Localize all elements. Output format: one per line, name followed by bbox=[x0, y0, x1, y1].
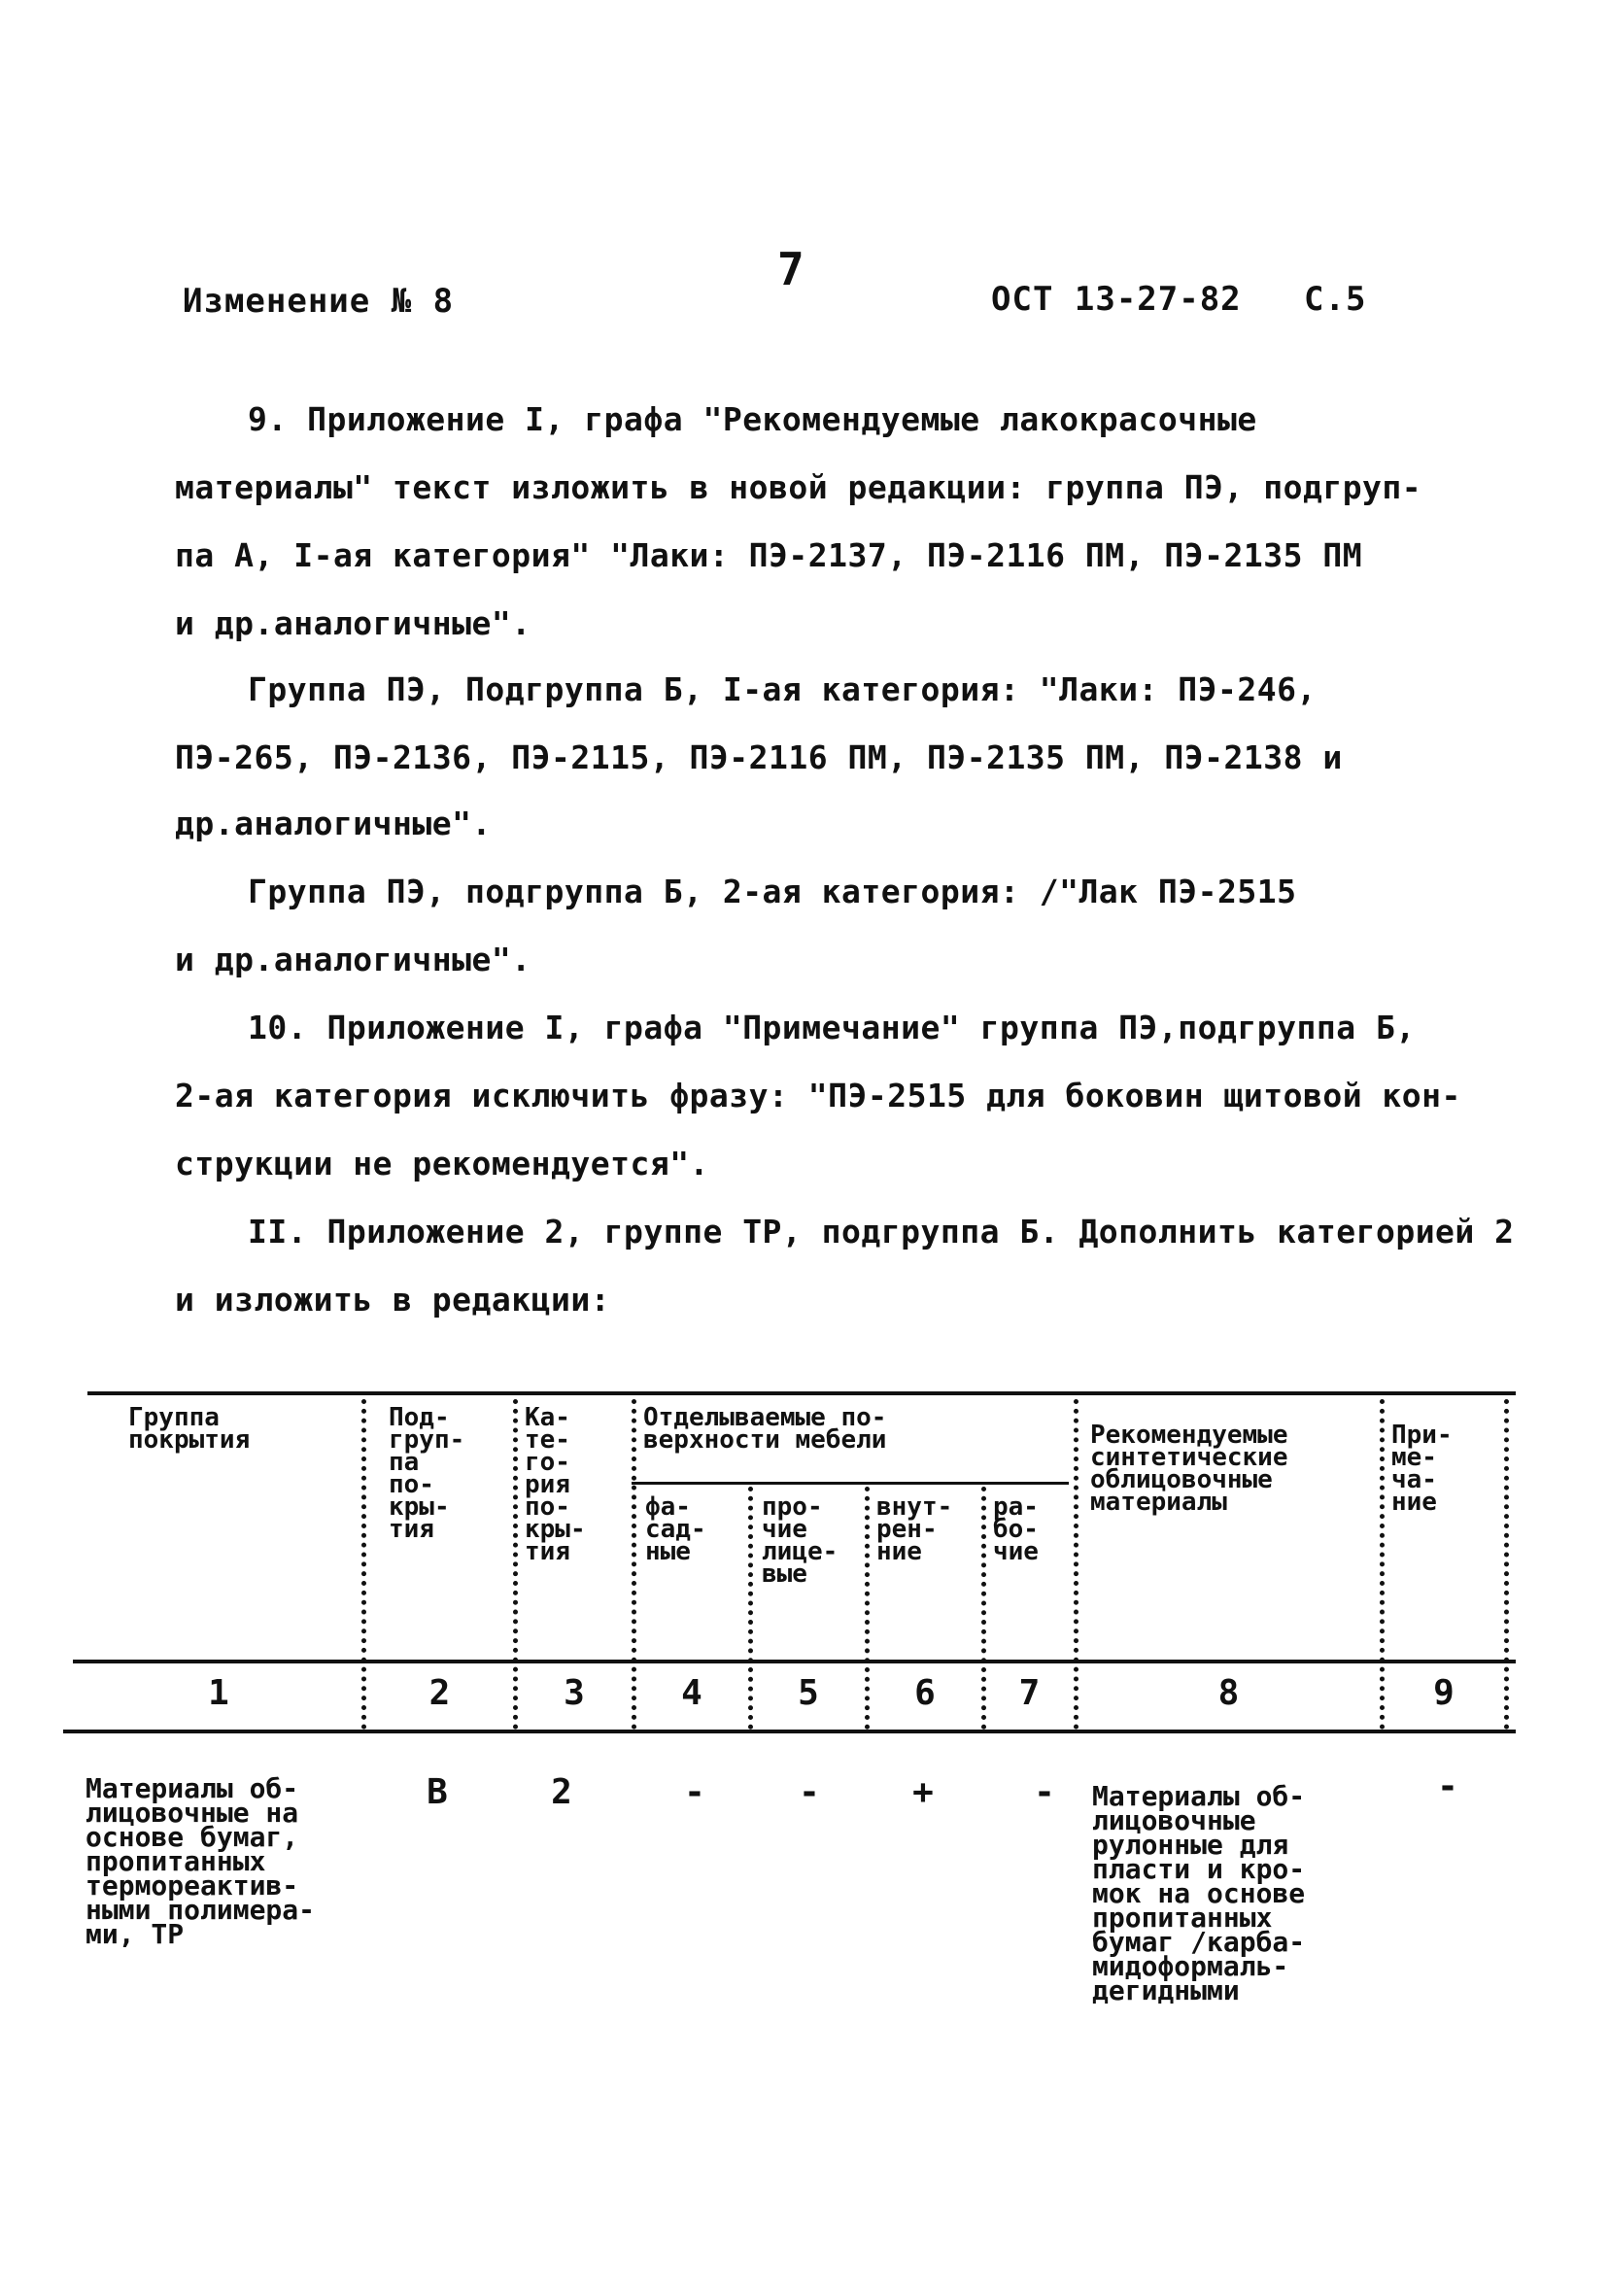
body-line: и др.аналогичные". bbox=[175, 604, 531, 642]
body-line: Группа ПЭ, Подгруппа Б, I-ая категория: "Лаки: ПЭ-246, bbox=[248, 670, 1317, 708]
body-line: Группа ПЭ, подгруппа Б, 2-ая категория: /"Лак ПЭ-2515 bbox=[248, 873, 1297, 910]
column-separator bbox=[1380, 1399, 1385, 1730]
row-internal: + bbox=[912, 1772, 934, 1812]
table-top-rule bbox=[87, 1391, 1516, 1395]
column-number: 9 bbox=[1433, 1673, 1455, 1713]
body-line: и изложить в редакции: bbox=[175, 1281, 611, 1319]
row-category: 2 bbox=[551, 1772, 572, 1812]
column-separator bbox=[513, 1399, 518, 1730]
body-line: ПЭ-265, ПЭ-2136, ПЭ-2115, ПЭ-2116 ПМ, ПЭ-2135 ПМ, ПЭ-2138 и bbox=[175, 738, 1343, 776]
column-number: 8 bbox=[1217, 1673, 1240, 1713]
column-number: 3 bbox=[564, 1673, 585, 1713]
row-working: - bbox=[1034, 1772, 1055, 1812]
header-coating-group: Группа покрытия bbox=[128, 1403, 251, 1455]
column-separator bbox=[865, 1487, 870, 1730]
column-number: 4 bbox=[681, 1673, 702, 1713]
page-mark: 7 bbox=[777, 243, 804, 295]
header-working: ра- бо- чие bbox=[993, 1492, 1039, 1566]
column-separator bbox=[361, 1399, 366, 1730]
change-number: Изменение № 8 bbox=[183, 282, 455, 321]
column-separator bbox=[632, 1399, 636, 1730]
header-internal: внут- рен- ние bbox=[876, 1492, 953, 1566]
row-coating-group: Материалы об- лицовочные на основе бумаг, пропитанных термореактив- ными полимера- ми, ТР bbox=[86, 1772, 316, 1950]
header-other-front: про- чие лице- вые bbox=[762, 1492, 839, 1589]
row-other-front: - bbox=[799, 1772, 820, 1812]
body-line: материалы" текст изложить в новой редакции: группа ПЭ, подгруп- bbox=[175, 468, 1422, 506]
body-line: 9. Приложение I, графа "Рекомендуемые лакокрасочные bbox=[248, 400, 1257, 438]
body-line: II. Приложение 2, группе ТР, подгруппа Б. Дополнить категорией 2 bbox=[248, 1213, 1515, 1251]
body-line: др.аналогичные". bbox=[175, 805, 492, 842]
header-facade: фа- сад- ные bbox=[645, 1492, 706, 1566]
column-separator bbox=[981, 1487, 986, 1730]
body-line: 10. Приложение I, графа "Примечание" группа ПЭ,подгруппа Б, bbox=[248, 1009, 1416, 1046]
column-number: 1 bbox=[208, 1673, 229, 1713]
header-bottom-rule bbox=[73, 1660, 1516, 1663]
column-number: 5 bbox=[798, 1673, 819, 1713]
body-line: струкции не рекомендуется". bbox=[175, 1145, 709, 1182]
header-coating-subgroup: Под- груп- па по- кры- тия bbox=[389, 1403, 465, 1544]
numbers-bottom-rule bbox=[63, 1730, 1516, 1733]
body-line: и др.аналогичные". bbox=[175, 941, 531, 978]
column-number: 2 bbox=[428, 1673, 451, 1713]
column-separator bbox=[748, 1487, 753, 1730]
row-recommended-materials: Материалы об- лицовочные рулонные для пласти и кро- мок на основе пропитанных бумаг /карба- мидоформаль- дегидными bbox=[1092, 1780, 1306, 2006]
header-recommended-materials: Рекомендуемые синтетические облицовочные материалы bbox=[1090, 1421, 1288, 1517]
row-subgroup: В bbox=[427, 1772, 448, 1812]
header-coating-category: Ка- те- го- рия по- кры- тия bbox=[525, 1403, 586, 1566]
column-number: 6 bbox=[914, 1673, 936, 1713]
standard-reference: ОСТ 13-27-82 С.5 bbox=[991, 280, 1367, 319]
header-finished-surfaces: Отделываемые по- верхности мебели bbox=[643, 1403, 887, 1455]
body-line: 2-ая категория исключить фразу: "ПЭ-2515 для боковин щитовой кон- bbox=[175, 1077, 1461, 1114]
header-note: При- ме- ча- ние bbox=[1391, 1421, 1453, 1517]
row-facade: - bbox=[684, 1772, 705, 1812]
column-number: 7 bbox=[1018, 1673, 1041, 1713]
group-header-rule bbox=[632, 1482, 1069, 1485]
table-right-edge bbox=[1504, 1399, 1509, 1730]
body-line: па А, I-ая категория" "Лаки: ПЭ-2137, ПЭ-2116 ПМ, ПЭ-2135 ПМ bbox=[175, 536, 1363, 574]
column-separator bbox=[1074, 1399, 1078, 1730]
row-note: - bbox=[1437, 1766, 1458, 1806]
